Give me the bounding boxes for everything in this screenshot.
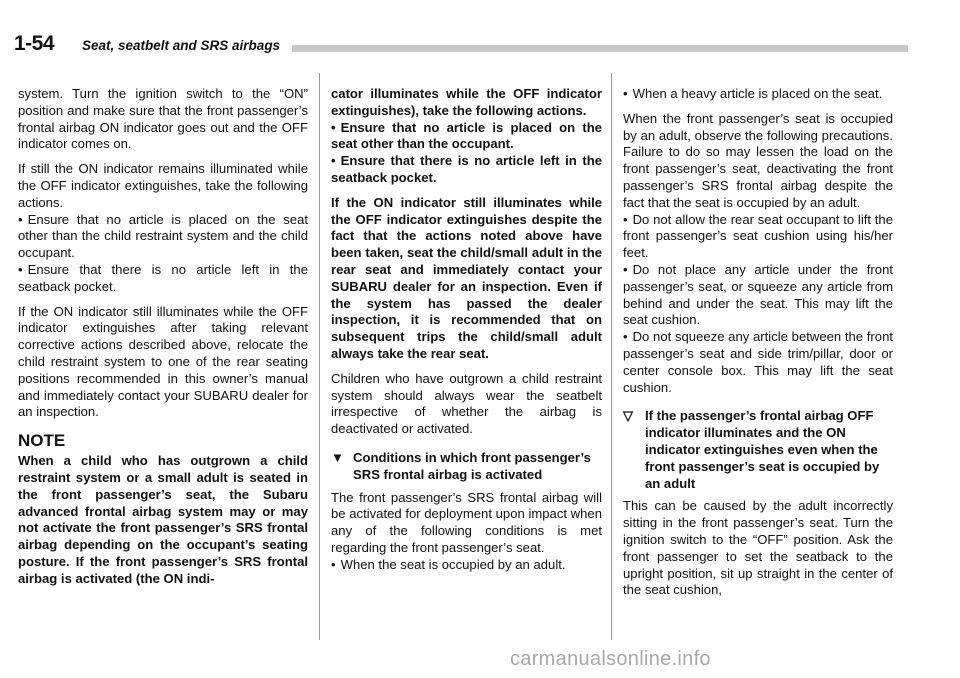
note-heading: NOTE	[18, 431, 66, 451]
triangle-down-icon: ▼	[331, 449, 344, 465]
section-title: Seat, seatbelt and SRS airbags	[82, 38, 281, 53]
subsection-heading: ▼ Conditions in which front passenger’s SRS frontal airbag is activated	[331, 449, 591, 482]
bullet-item: • Do not place any article under the front passenger’s seat, or squeeze any article from behind and under the seat. This may lift the seat cushion.	[623, 261, 893, 328]
column-2	[331, 86, 602, 574]
column-divider	[611, 73, 612, 640]
bullet-item: • Ensure that there is no article left in the seatback pocket.	[18, 261, 308, 294]
paragraph: If the ON indicator still illuminates while the OFF indicator extinguishes after taking relevant corrective actions described above, relocate the child restraint system to one of the rear seating positions recommended in this owner’s manual and immediately contact your SUBARU dealer for an inspection.	[18, 303, 308, 420]
paragraph: Children who have outgrown a child restraint system should always wear the seatbelt irrespective of whether the airbag is deactivated or activated.	[331, 370, 602, 437]
note-continuation: cator illuminates while the OFF indicator extinguishes), take the following actions.	[331, 86, 602, 118]
bullet-item: • Do not allow the rear seat occupant to lift the front passenger’s seat cushion using his/her feet.	[623, 211, 893, 261]
bullet-item: • Do not squeeze any article between the front passenger’s seat and side trim/pillar, door or center console box. This may lift the seat cushion.	[623, 329, 893, 395]
bullet-icon: •	[18, 261, 23, 277]
paragraph: system. Turn the ignition switch to the “ON” position and make sure that the front passenger’s frontal airbag ON indicator goes out and the OFF indicator comes on.	[18, 86, 308, 152]
column-3	[623, 86, 893, 607]
note-text: When a child who has outgrown a child restraint system or a small adult is seated in the front passenger’s seat, the Subaru advanced frontal airbag system may or may not activate the front passenger’s SRS frontal airbag depending on the occupant’s seating posture. If the front passenger’s SRS frontal airbag is activated (the ON indi-	[18, 453, 308, 586]
bullet-icon: •	[331, 119, 336, 135]
bullet-icon: •	[623, 329, 628, 345]
page-number: 1-54	[14, 32, 55, 55]
bullet-icon: •	[623, 86, 628, 101]
paragraph: This can be caused by the adult incorrectly sitting in the front passenger’s seat. Turn the ignition switch to the “OFF” position. Ask the front passenger to set the seatback to the upright position, sit up straight in the center of the seat cushion,	[623, 498, 893, 598]
bullet-item: • Ensure that there is no article left in the seatback pocket.	[331, 153, 602, 185]
bullet-icon: •	[623, 211, 628, 227]
bullet-item: • When the seat is occupied by an adult.	[331, 556, 566, 572]
triangle-outline-icon: ▽	[623, 408, 634, 424]
watermark: carmanualsonline.info	[510, 648, 711, 670]
bullet-icon: •	[623, 261, 628, 277]
bullet-item: • Ensure that no article is placed on the seat other than the occupant.	[331, 119, 602, 152]
paragraph: If the ON indicator still illuminates while the OFF indicator extinguishes despite the fact that the actions noted above have been taken, seat the child/small adult in the rear seat and immediately contact your SUBARU dealer for an inspection. Even if the system has passed the dealer inspection, it is recommended that on subsequent trips the child/small adult always take the rear seat.	[331, 194, 602, 361]
bullet-item: • When a heavy article is placed on the seat.	[623, 86, 883, 101]
page-header	[14, 32, 934, 62]
paragraph: The front passenger’s SRS frontal airbag will be activated for deployment upon impact when any of the following conditions is met regarding the front passenger’s seat.	[331, 489, 602, 555]
paragraph: If still the ON indicator remains illuminated while the OFF indicator extinguishes, take the following actions.	[18, 161, 308, 210]
bullet-icon: •	[331, 556, 336, 572]
header-rule	[292, 45, 908, 52]
subsection-heading: ▽ If the passenger’s frontal airbag OFF indicator illuminates and the ON indicator extinguishes even when the front passenger’s seat is occupied by an adult	[623, 408, 880, 491]
bullet-icon: •	[331, 153, 336, 169]
paragraph: When the front passenger’s seat is occupied by an adult, observe the following precautions. Failure to do so may lessen the load on the front passenger’s seat, deactivating the front passenger’s SRS frontal airbag despite the fact that the seat is occupied by an adult.	[623, 110, 893, 210]
bullet-item: • Ensure that no article is placed on the seat other than the child restraint system and the child occupant.	[18, 211, 308, 261]
column-1	[18, 86, 308, 594]
bullet-icon: •	[18, 211, 23, 227]
column-divider	[319, 73, 320, 640]
